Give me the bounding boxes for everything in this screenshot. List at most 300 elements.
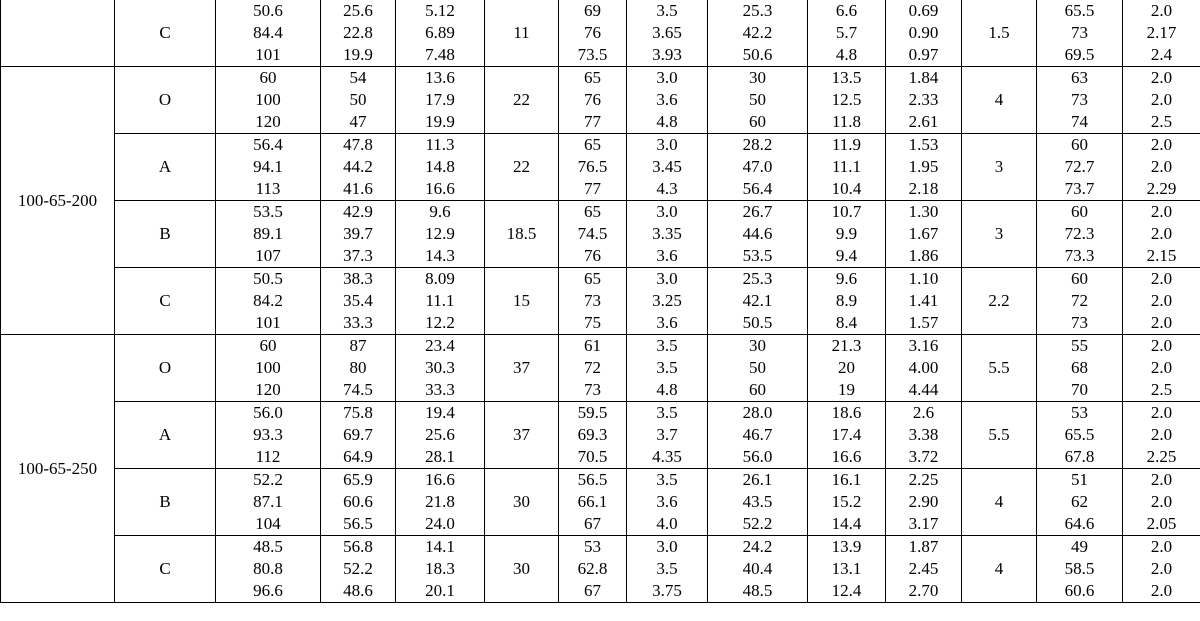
cell-value: 16.6 xyxy=(425,470,455,489)
value-cell-c9 xyxy=(886,0,962,67)
cell-value: 30 xyxy=(749,68,766,87)
cell-value: 14.4 xyxy=(831,514,862,533)
cell-value: 70 xyxy=(1071,380,1088,399)
cell-value: 28.2 xyxy=(742,135,773,154)
cell-value: 65 xyxy=(584,135,601,154)
value-cell-c1 xyxy=(216,268,321,335)
cell-value: 68 xyxy=(1071,358,1088,377)
value-cell-c2 xyxy=(321,335,396,402)
value-cell-c9 xyxy=(886,201,962,268)
cell-value: 76 xyxy=(584,90,601,109)
cell-value: 76.5 xyxy=(577,157,608,176)
cell-value: 3.65 xyxy=(652,23,682,42)
value-cell-c7 xyxy=(708,134,808,201)
cell-value: 3.6 xyxy=(656,90,678,109)
value-cell-c8 xyxy=(808,134,886,201)
cell-value: 11.1 xyxy=(425,291,455,310)
cell-value: 53 xyxy=(1071,403,1088,422)
cell-value: 9.4 xyxy=(835,246,858,265)
cell-value: 67 xyxy=(584,581,601,600)
cell-value: 73 xyxy=(1071,23,1088,42)
cell-value: 67 xyxy=(584,514,601,533)
cell-value: 0.90 xyxy=(908,23,939,42)
value-cell-c3 xyxy=(396,469,485,536)
cell-value: 69.3 xyxy=(577,425,608,444)
value-cell-c3 xyxy=(396,134,485,201)
model-cell: 100-65-250 xyxy=(1,335,115,603)
cell-value: 3.5 xyxy=(656,403,678,422)
cell-value: 24.2 xyxy=(742,537,773,556)
cell-value: 50.6 xyxy=(742,45,773,64)
variant-cell: O xyxy=(115,335,216,402)
value-cell-c5 xyxy=(559,469,627,536)
value-cell-c6 xyxy=(627,0,708,67)
cell-value: 20 xyxy=(838,358,855,377)
cell-value: 50.6 xyxy=(253,1,283,20)
variant-cell: B xyxy=(115,469,216,536)
power-cell: 11 xyxy=(485,0,559,67)
value-cell-c8 xyxy=(808,67,886,134)
value-cell-c2 xyxy=(321,268,396,335)
cell-value: 44.2 xyxy=(343,157,373,176)
cell-value: 2.29 xyxy=(1146,179,1177,198)
value-cell-c11 xyxy=(1037,201,1123,268)
value-cell-c11 xyxy=(1037,469,1123,536)
cell-value: 67.8 xyxy=(1064,447,1095,466)
cell-value: 2.0 xyxy=(1150,135,1173,154)
value-cell-c2 xyxy=(321,67,396,134)
cell-value: 2.5 xyxy=(1150,112,1173,131)
value-cell-c9 xyxy=(886,469,962,536)
cell-value: 33.3 xyxy=(425,380,455,399)
cell-value: 46.7 xyxy=(742,425,773,444)
cell-value: 16.1 xyxy=(831,470,862,489)
value-cell-c6 xyxy=(627,335,708,402)
cell-value: 87 xyxy=(349,336,367,355)
cell-value: 120 xyxy=(255,112,281,131)
cell-value: 60 xyxy=(1071,135,1088,154)
cell-value: 25.3 xyxy=(742,1,773,20)
cell-value: 25.6 xyxy=(425,425,455,444)
cell-value: 2.0 xyxy=(1150,202,1173,221)
cell-value: 4.8 xyxy=(656,380,678,399)
cell-value: 3.35 xyxy=(652,224,682,243)
table-row xyxy=(1,402,1200,469)
value-cell-c7 xyxy=(708,201,808,268)
value-cell-c7 xyxy=(708,536,808,603)
cell-value: 28.1 xyxy=(425,447,455,466)
cell-value: 2.25 xyxy=(908,470,939,489)
cell-value: 2.05 xyxy=(1146,514,1177,533)
cell-value: 53.5 xyxy=(742,246,773,265)
cell-value: 96.6 xyxy=(253,581,283,600)
cell-value: 72.7 xyxy=(1064,157,1095,176)
cell-value: 62.8 xyxy=(577,559,608,578)
cell-value: 74.5 xyxy=(577,224,608,243)
cell-value: 47.0 xyxy=(742,157,773,176)
value-cell-c2 xyxy=(321,134,396,201)
cell-value: 19.4 xyxy=(425,403,455,422)
value-cell-c8 xyxy=(808,0,886,67)
value-cell-c3 xyxy=(396,536,485,603)
cell-value: 50 xyxy=(349,90,367,109)
value-cell-c5 xyxy=(559,268,627,335)
cell-value: 2.0 xyxy=(1150,358,1173,377)
cell-value: 17.9 xyxy=(425,90,455,109)
cell-value: 58.5 xyxy=(1064,559,1095,578)
variant-cell: C xyxy=(115,268,216,335)
cell-value: 12.9 xyxy=(425,224,455,243)
cell-value: 2.6 xyxy=(912,403,935,422)
cell-value: 11.9 xyxy=(831,135,862,154)
cell-value: 2.0 xyxy=(1150,291,1173,310)
cell-value: 2.0 xyxy=(1150,90,1173,109)
cell-value: 4.8 xyxy=(835,45,858,64)
cell-value: 21.3 xyxy=(831,336,862,355)
cell-value: 73 xyxy=(584,291,601,310)
value-cell-c11 xyxy=(1037,67,1123,134)
cell-value: 3.7 xyxy=(656,425,678,444)
table-row xyxy=(1,469,1200,536)
table-row xyxy=(1,67,1200,134)
value-cell-c11 xyxy=(1037,536,1123,603)
cell-value: 30 xyxy=(749,336,766,355)
cell-value: 50.5 xyxy=(253,269,283,288)
value-cell-c11 xyxy=(1037,402,1123,469)
cell-value: 65 xyxy=(584,269,601,288)
value-cell-c2 xyxy=(321,536,396,603)
cell-value: 3.5 xyxy=(656,470,678,489)
cell-value: 4.44 xyxy=(908,380,939,399)
table-row xyxy=(1,335,1200,402)
cell-value: 54 xyxy=(349,68,367,87)
model-cell xyxy=(1,0,115,67)
cell-value: 14.1 xyxy=(425,537,455,556)
cell-value: 42.9 xyxy=(343,202,373,221)
value-cell-c12 xyxy=(1123,268,1200,335)
cell-value: 2.0 xyxy=(1150,403,1173,422)
cell-value: 66.1 xyxy=(577,492,608,511)
cell-value: 13.6 xyxy=(425,68,455,87)
cell-value: 3.38 xyxy=(908,425,939,444)
value-cell-c8 xyxy=(808,469,886,536)
model-cell: 100-65-200 xyxy=(1,67,115,335)
cell-value: 1.86 xyxy=(908,246,939,265)
cell-value: 60 xyxy=(259,68,277,87)
cell-value: 19.9 xyxy=(343,45,373,64)
value-cell-c1 xyxy=(216,536,321,603)
cell-value: 75 xyxy=(584,313,601,332)
value-cell-c2 xyxy=(321,402,396,469)
cell-value: 5.7 xyxy=(835,23,858,42)
cell-value: 3.0 xyxy=(656,68,678,87)
value-cell-c8 xyxy=(808,335,886,402)
cell-value: 63 xyxy=(1071,68,1088,87)
cell-value: 73.3 xyxy=(1064,246,1095,265)
cell-value: 2.70 xyxy=(908,581,939,600)
cell-value: 2.61 xyxy=(908,112,939,131)
cell-value: 43.5 xyxy=(742,492,773,511)
value-cell-c9 xyxy=(886,67,962,134)
cell-value: 60.6 xyxy=(1064,581,1095,600)
table-row xyxy=(1,0,1200,67)
cell-value: 3.0 xyxy=(656,135,678,154)
value-cell-c12 xyxy=(1123,0,1200,67)
value-cell-c7 xyxy=(708,67,808,134)
single-value-cell: 3 xyxy=(962,201,1037,268)
cell-value: 2.17 xyxy=(1146,23,1177,42)
value-cell-c2 xyxy=(321,469,396,536)
value-cell-c7 xyxy=(708,402,808,469)
cell-value: 8.09 xyxy=(425,269,455,288)
cell-value: 1.67 xyxy=(908,224,939,243)
cell-value: 101 xyxy=(255,313,281,332)
cell-value: 7.48 xyxy=(425,45,455,64)
cell-value: 26.7 xyxy=(742,202,773,221)
value-cell-c6 xyxy=(627,201,708,268)
value-cell-c12 xyxy=(1123,201,1200,268)
cell-value: 73 xyxy=(584,380,601,399)
cell-value: 3.75 xyxy=(652,581,682,600)
cell-value: 14.8 xyxy=(425,157,455,176)
cell-value: 49 xyxy=(1071,537,1088,556)
cell-value: 65.5 xyxy=(1064,1,1095,20)
cell-value: 2.0 xyxy=(1150,224,1173,243)
cell-value: 104 xyxy=(255,514,281,533)
cell-value: 74.5 xyxy=(343,380,373,399)
value-cell-c9 xyxy=(886,335,962,402)
cell-value: 59.5 xyxy=(577,403,608,422)
cell-value: 9.6 xyxy=(835,269,858,288)
cell-value: 60.6 xyxy=(343,492,373,511)
cell-value: 4.3 xyxy=(656,179,678,198)
cell-value: 30.3 xyxy=(425,358,455,377)
cell-value: 2.18 xyxy=(908,179,939,198)
cell-value: 15.2 xyxy=(831,492,862,511)
cell-value: 62 xyxy=(1071,492,1088,511)
single-value-cell: 3 xyxy=(962,134,1037,201)
value-cell-c7 xyxy=(708,335,808,402)
cell-value: 101 xyxy=(255,45,281,64)
value-cell-c1 xyxy=(216,402,321,469)
cell-value: 3.5 xyxy=(656,559,678,578)
cell-value: 37.3 xyxy=(343,246,373,265)
cell-value: 50 xyxy=(749,358,766,377)
cell-value: 2.33 xyxy=(908,90,939,109)
value-cell-c7 xyxy=(708,0,808,67)
cell-value: 72 xyxy=(584,358,601,377)
power-cell: 22 xyxy=(485,134,559,201)
cell-value: 11.1 xyxy=(831,157,862,176)
value-cell-c11 xyxy=(1037,335,1123,402)
value-cell-c5 xyxy=(559,536,627,603)
value-cell-c12 xyxy=(1123,67,1200,134)
cell-value: 2.0 xyxy=(1150,269,1173,288)
cell-value: 44.6 xyxy=(742,224,773,243)
cell-value: 3.5 xyxy=(656,358,678,377)
value-cell-c8 xyxy=(808,268,886,335)
cell-value: 60 xyxy=(259,336,277,355)
table-row xyxy=(1,536,1200,603)
cell-value: 1.41 xyxy=(908,291,939,310)
power-cell: 22 xyxy=(485,67,559,134)
cell-value: 69.7 xyxy=(343,425,373,444)
value-cell-c12 xyxy=(1123,469,1200,536)
cell-value: 21.8 xyxy=(425,492,455,511)
variant-cell: O xyxy=(115,67,216,134)
cell-value: 76 xyxy=(584,23,601,42)
cell-value: 3.0 xyxy=(656,537,678,556)
cell-value: 24.0 xyxy=(425,514,455,533)
value-cell-c8 xyxy=(808,402,886,469)
cell-value: 28.0 xyxy=(742,403,773,422)
cell-value: 94.1 xyxy=(253,157,283,176)
cell-value: 6.89 xyxy=(425,23,455,42)
cell-value: 100 xyxy=(255,358,281,377)
cell-value: 9.6 xyxy=(429,202,451,221)
cell-value: 70.5 xyxy=(577,447,608,466)
value-cell-c9 xyxy=(886,268,962,335)
cell-value: 20.1 xyxy=(425,581,455,600)
table-row xyxy=(1,201,1200,268)
cell-value: 61 xyxy=(584,336,601,355)
value-cell-c6 xyxy=(627,67,708,134)
cell-value: 19 xyxy=(838,380,855,399)
cell-value: 2.0 xyxy=(1150,336,1173,355)
cell-value: 75.8 xyxy=(343,403,373,422)
single-value-cell: 5.5 xyxy=(962,335,1037,402)
cell-value: 3.5 xyxy=(656,1,678,20)
cell-value: 56.8 xyxy=(343,537,373,556)
value-cell-c6 xyxy=(627,469,708,536)
value-cell-c6 xyxy=(627,268,708,335)
cell-value: 77 xyxy=(584,179,601,198)
cell-value: 56.5 xyxy=(577,470,608,489)
cell-value: 65.5 xyxy=(1064,425,1095,444)
cell-value: 2.90 xyxy=(908,492,939,511)
power-cell: 15 xyxy=(485,268,559,335)
value-cell-c1 xyxy=(216,201,321,268)
cell-value: 80.8 xyxy=(253,559,283,578)
cell-value: 2.0 xyxy=(1150,559,1173,578)
cell-value: 3.45 xyxy=(652,157,682,176)
cell-value: 48.5 xyxy=(742,581,773,600)
cell-value: 76 xyxy=(584,246,601,265)
cell-value: 11.8 xyxy=(831,112,862,131)
power-cell: 30 xyxy=(485,536,559,603)
single-value-cell: 2.2 xyxy=(962,268,1037,335)
cell-value: 23.4 xyxy=(425,336,455,355)
value-cell-c1 xyxy=(216,0,321,67)
cell-value: 56.5 xyxy=(343,514,373,533)
value-cell-c12 xyxy=(1123,134,1200,201)
cell-value: 0.69 xyxy=(908,1,939,20)
cell-value: 52.2 xyxy=(742,514,773,533)
cell-value: 3.72 xyxy=(908,447,939,466)
value-cell-c12 xyxy=(1123,536,1200,603)
cell-value: 2.0 xyxy=(1150,492,1173,511)
cell-value: 2.0 xyxy=(1150,425,1173,444)
cell-value: 2.4 xyxy=(1150,45,1173,64)
value-cell-c3 xyxy=(396,0,485,67)
cell-value: 120 xyxy=(255,380,281,399)
cell-value: 3.6 xyxy=(656,492,678,511)
value-cell-c8 xyxy=(808,536,886,603)
cell-value: 4.0 xyxy=(656,514,678,533)
cell-value: 100 xyxy=(255,90,281,109)
cell-value: 52.2 xyxy=(343,559,373,578)
cell-value: 2.45 xyxy=(908,559,939,578)
value-cell-c5 xyxy=(559,201,627,268)
cell-value: 14.3 xyxy=(425,246,455,265)
cell-value: 47 xyxy=(349,112,367,131)
cell-value: 3.17 xyxy=(908,514,939,533)
cell-value: 17.4 xyxy=(831,425,862,444)
cell-value: 40.4 xyxy=(742,559,773,578)
cell-value: 10.7 xyxy=(831,202,862,221)
cell-value: 18.3 xyxy=(425,559,455,578)
cell-value: 72.3 xyxy=(1064,224,1095,243)
cell-value: 50 xyxy=(749,90,766,109)
cell-value: 50.5 xyxy=(742,313,773,332)
value-cell-c3 xyxy=(396,402,485,469)
cell-value: 72 xyxy=(1071,291,1088,310)
cell-value: 12.4 xyxy=(831,581,862,600)
cell-value: 13.5 xyxy=(831,68,862,87)
cell-value: 3.0 xyxy=(656,202,678,221)
cell-value: 2.0 xyxy=(1150,157,1173,176)
cell-value: 33.3 xyxy=(343,313,373,332)
cell-value: 39.7 xyxy=(343,224,373,243)
cell-value: 1.30 xyxy=(908,202,939,221)
cell-value: 56.0 xyxy=(253,403,283,422)
cell-value: 53 xyxy=(584,537,601,556)
value-cell-c2 xyxy=(321,0,396,67)
cell-value: 65 xyxy=(584,68,601,87)
power-cell: 18.5 xyxy=(485,201,559,268)
cell-value: 11.3 xyxy=(425,135,455,154)
table-row xyxy=(1,134,1200,201)
cell-value: 4.8 xyxy=(656,112,678,131)
cell-value: 4.35 xyxy=(652,447,682,466)
cell-value: 16.6 xyxy=(425,179,455,198)
value-cell-c5 xyxy=(559,67,627,134)
cell-value: 2.15 xyxy=(1146,246,1177,265)
value-cell-c8 xyxy=(808,201,886,268)
cell-value: 41.6 xyxy=(343,179,373,198)
value-cell-c12 xyxy=(1123,335,1200,402)
cell-value: 64.6 xyxy=(1064,514,1095,533)
cell-value: 80 xyxy=(349,358,367,377)
cell-value: 10.4 xyxy=(831,179,862,198)
variant-cell: B xyxy=(115,201,216,268)
single-value-cell: 4 xyxy=(962,67,1037,134)
power-cell: 30 xyxy=(485,469,559,536)
cell-value: 53.5 xyxy=(253,202,283,221)
value-cell-c5 xyxy=(559,0,627,67)
cell-value: 9.9 xyxy=(835,224,858,243)
value-cell-c9 xyxy=(886,536,962,603)
single-value-cell: 4 xyxy=(962,536,1037,603)
cell-value: 48.6 xyxy=(343,581,373,600)
value-cell-c1 xyxy=(216,67,321,134)
value-cell-c6 xyxy=(627,402,708,469)
cell-value: 113 xyxy=(255,179,281,198)
cell-value: 0.97 xyxy=(908,45,939,64)
value-cell-c11 xyxy=(1037,0,1123,67)
cell-value: 3.0 xyxy=(656,269,678,288)
cell-value: 22.8 xyxy=(343,23,373,42)
